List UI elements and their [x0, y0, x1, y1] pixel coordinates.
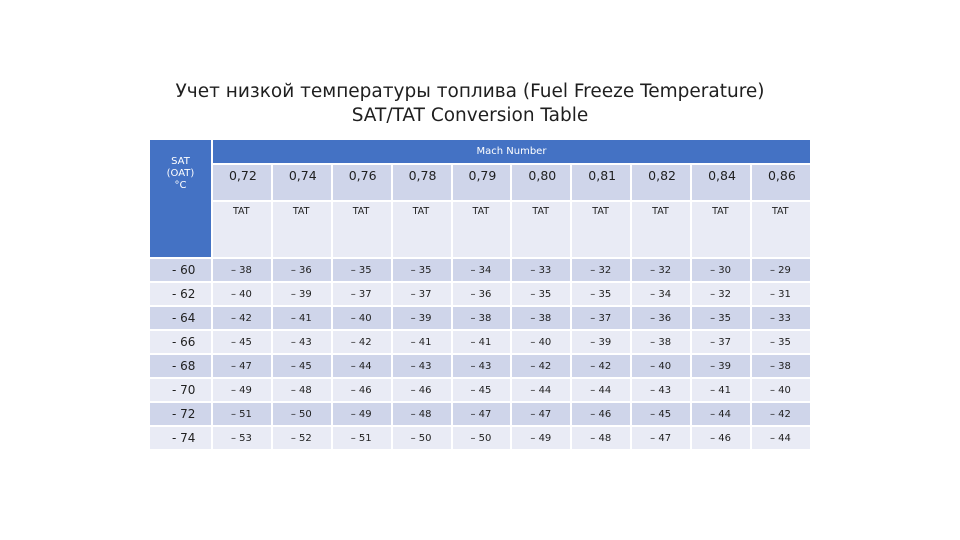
tat-cell: [572, 307, 630, 329]
tat-value: – 47: [230, 360, 252, 372]
tat-value: – 45: [470, 384, 492, 396]
tat-label: TAT: [292, 206, 310, 218]
tat-value: – 32: [590, 264, 612, 276]
tat-value: – 41: [290, 312, 312, 324]
tat-label-cell: [512, 202, 570, 257]
tat-value: – 42: [769, 408, 791, 420]
table-body: [150, 259, 810, 449]
mach-value-cell: [632, 165, 690, 200]
tat-value: – 39: [710, 360, 731, 372]
tat-value: – 41: [710, 384, 731, 396]
tat-value: – 34: [650, 288, 672, 300]
tat-cell: [752, 427, 810, 449]
tat-cell: [692, 403, 750, 425]
sat-header-line-1: SAT: [171, 156, 190, 167]
tat-cell: [453, 427, 511, 449]
tat-cell: [632, 283, 690, 305]
mach-number-header: Mach Number: [213, 140, 810, 163]
tat-cell: [692, 427, 750, 449]
tat-value: – 35: [410, 264, 432, 276]
tat-cell: [393, 379, 451, 401]
tat-cell: [692, 259, 750, 281]
tat-cell: [213, 379, 271, 401]
tat-value: – 42: [590, 360, 612, 372]
tat-label: TAT: [652, 206, 669, 218]
tat-cell: [632, 331, 690, 353]
tat-value: – 45: [230, 336, 252, 348]
tat-value: – 35: [350, 264, 372, 276]
tat-value: – 43: [410, 360, 432, 372]
tat-value: – 35: [769, 336, 791, 348]
mach-value: 0,80: [528, 167, 557, 183]
mach-value-cell: [213, 165, 271, 200]
sat-value: - 62: [172, 287, 196, 301]
sat-header-line-2: (OAT): [166, 168, 195, 179]
mach-value: 0,81: [588, 167, 617, 183]
tat-value: – 39: [590, 336, 612, 348]
sat-value: - 74: [172, 431, 196, 445]
tat-cell: [572, 379, 630, 401]
tat-cell: [393, 403, 451, 425]
tat-cell: [273, 283, 331, 305]
tat-cell: [752, 403, 810, 425]
tat-label-cell: [572, 202, 630, 257]
tat-cell: [632, 259, 690, 281]
tat-cell: [453, 283, 511, 305]
tat-value: – 48: [410, 408, 432, 420]
tat-label: TAT: [472, 206, 490, 218]
table-row: [150, 379, 810, 401]
tat-cell: [572, 355, 630, 377]
sat-cell: [150, 283, 211, 305]
slide-title: [100, 80, 840, 128]
tat-cell: [512, 355, 570, 377]
tat-value: – 50: [470, 432, 492, 444]
tat-value: – 39: [410, 312, 432, 324]
tat-value: – 35: [590, 288, 612, 300]
sat-cell: [150, 403, 211, 425]
mach-value: 0,78: [408, 167, 437, 183]
tat-cell: [572, 259, 630, 281]
tat-cell: [512, 379, 570, 401]
tat-value: – 35: [710, 312, 731, 324]
tat-cell: [393, 307, 451, 329]
tat-label-cell: [453, 202, 511, 257]
table-row: [150, 307, 810, 329]
tat-value: – 37: [710, 336, 731, 348]
tat-cell: [572, 403, 630, 425]
tat-cell: [632, 427, 690, 449]
tat-value: – 51: [230, 408, 252, 420]
tat-cell: [393, 259, 451, 281]
tat-value: – 48: [290, 384, 312, 396]
tat-value: – 47: [650, 432, 672, 444]
tat-value: – 33: [530, 264, 552, 276]
tat-value: – 38: [470, 312, 492, 324]
mach-value-cell: [572, 165, 630, 200]
tat-cell: [572, 331, 630, 353]
tat-cell: [632, 379, 690, 401]
tat-value: – 29: [769, 264, 791, 276]
tat-value: – 41: [470, 336, 492, 348]
tat-cell: [333, 283, 391, 305]
tat-value: – 40: [769, 384, 791, 396]
tat-value: – 50: [410, 432, 432, 444]
tat-value: – 51: [350, 432, 372, 444]
tat-cell: [752, 259, 810, 281]
tat-cell: [752, 379, 810, 401]
tat-value: – 36: [470, 288, 492, 300]
tat-cell: [632, 403, 690, 425]
sat-cell: [150, 259, 211, 281]
sat-cell: [150, 427, 211, 449]
tat-value: – 47: [470, 408, 492, 420]
tat-label: TAT: [592, 206, 609, 218]
mach-value-cell: [692, 165, 750, 200]
tat-value: – 42: [530, 360, 552, 372]
tat-cell: [213, 427, 271, 449]
tat-value: – 43: [650, 384, 672, 396]
tat-label-cell: [692, 202, 750, 257]
tat-value: – 36: [290, 264, 312, 276]
tat-value: – 30: [710, 264, 731, 276]
tat-value: – 41: [410, 336, 432, 348]
tat-cell: [273, 403, 331, 425]
tat-value: – 44: [710, 408, 731, 420]
tat-cell: [393, 427, 451, 449]
tat-cell: [512, 283, 570, 305]
sat-column-header: [150, 140, 211, 257]
tat-cell: [453, 379, 511, 401]
tat-cell: [333, 259, 391, 281]
mach-value-cell: [273, 165, 331, 200]
tat-value: – 43: [290, 336, 312, 348]
tat-label-cell: [273, 202, 331, 257]
tat-cell: [692, 283, 750, 305]
tat-value: – 32: [650, 264, 672, 276]
tat-label-cell: [632, 202, 690, 257]
title-line-1: Учет низкой температуры топлива (Fuel Freeze Temperature): [175, 81, 765, 102]
tat-cell: [692, 355, 750, 377]
tat-cell: [213, 259, 271, 281]
tat-value: – 44: [350, 360, 372, 372]
tat-value: – 49: [350, 408, 372, 420]
tat-cell: [333, 331, 391, 353]
sat-value: - 72: [172, 407, 196, 421]
tat-value: – 49: [230, 384, 252, 396]
tat-cell: [273, 331, 331, 353]
mach-value-cell: [752, 165, 810, 200]
mach-value: 0,76: [348, 167, 377, 183]
tat-cell: [333, 307, 391, 329]
tat-cell: [632, 355, 690, 377]
tat-cell: [632, 307, 690, 329]
tat-label-cell: [752, 202, 810, 257]
tat-cell: [453, 259, 511, 281]
tat-label: TAT: [412, 206, 430, 218]
tat-value: – 43: [470, 360, 492, 372]
table-row: [150, 331, 810, 353]
tat-cell: [752, 283, 810, 305]
tat-cell: [213, 307, 271, 329]
tat-value: – 40: [350, 312, 372, 324]
tat-value: – 37: [350, 288, 372, 300]
mach-value: 0,84: [708, 167, 736, 183]
tat-value: – 40: [230, 288, 252, 300]
tat-label-row: [150, 202, 810, 257]
sat-cell: [150, 379, 211, 401]
mach-value-cell: [512, 165, 570, 200]
sat-value: - 68: [172, 359, 196, 373]
tat-cell: [453, 307, 511, 329]
tat-value: – 36: [650, 312, 672, 324]
tat-cell: [273, 379, 331, 401]
sat-cell: [150, 307, 211, 329]
tat-label-cell: [333, 202, 391, 257]
tat-value: – 38: [530, 312, 552, 324]
tat-value: – 53: [230, 432, 252, 444]
tat-value: – 33: [769, 312, 791, 324]
tat-value: – 38: [650, 336, 672, 348]
title-line-2: SAT/TAT Conversion Table: [351, 105, 589, 126]
table-row: [150, 427, 810, 449]
tat-value: – 40: [650, 360, 672, 372]
tat-cell: [213, 355, 271, 377]
tat-cell: [213, 403, 271, 425]
tat-cell: [333, 403, 391, 425]
tat-cell: [213, 283, 271, 305]
tat-cell: [273, 259, 331, 281]
sat-header-line-3: °C: [174, 180, 187, 191]
tat-cell: [453, 403, 511, 425]
tat-value: – 38: [769, 360, 791, 372]
table-row: [150, 355, 810, 377]
tat-label-cell: [213, 202, 271, 257]
tat-value: – 47: [530, 408, 552, 420]
table-row: [150, 403, 810, 425]
tat-label: TAT: [232, 206, 250, 218]
tat-value: – 52: [290, 432, 312, 444]
tat-value: – 45: [290, 360, 312, 372]
tat-value: – 44: [590, 384, 612, 396]
tat-value: – 46: [410, 384, 432, 396]
mach-value: 0,74: [288, 167, 317, 183]
tat-value: – 32: [710, 288, 731, 300]
tat-cell: [453, 331, 511, 353]
tat-cell: [213, 331, 271, 353]
tat-cell: [572, 427, 630, 449]
mach-value-cell: [453, 165, 511, 200]
tat-value: – 38: [230, 264, 252, 276]
tat-value: – 45: [650, 408, 672, 420]
tat-label: TAT: [532, 206, 550, 218]
sat-value: - 64: [172, 311, 196, 325]
tat-value: – 37: [590, 312, 612, 324]
table-row: [150, 283, 810, 305]
sat-value: - 70: [172, 383, 196, 397]
tat-label: TAT: [771, 206, 789, 218]
tat-value: – 42: [350, 336, 372, 348]
sat-cell: [150, 355, 211, 377]
tat-cell: [273, 307, 331, 329]
tat-cell: [393, 355, 451, 377]
sat-value: - 60: [172, 263, 196, 277]
tat-cell: [512, 331, 570, 353]
tat-cell: [333, 355, 391, 377]
mach-value: 0,79: [468, 167, 497, 183]
tat-value: – 39: [290, 288, 312, 300]
tat-value: – 46: [710, 432, 731, 444]
tat-cell: [273, 355, 331, 377]
sat-cell: [150, 331, 211, 353]
tat-cell: [692, 379, 750, 401]
tat-value: – 31: [769, 288, 791, 300]
tat-value: – 44: [530, 384, 552, 396]
tat-label: TAT: [352, 206, 370, 218]
tat-value: – 48: [590, 432, 612, 444]
mach-values-row: [150, 165, 810, 200]
sat-tat-conversion-table: [148, 138, 812, 451]
tat-cell: [752, 307, 810, 329]
tat-value: – 40: [530, 336, 552, 348]
tat-cell: [512, 259, 570, 281]
mach-value: 0,82: [648, 167, 677, 183]
mach-value-cell: [333, 165, 391, 200]
tat-label-cell: [393, 202, 451, 257]
tat-cell: [752, 331, 810, 353]
tat-cell: [752, 355, 810, 377]
tat-value: – 46: [350, 384, 372, 396]
tat-cell: [512, 403, 570, 425]
tat-value: – 35: [530, 288, 552, 300]
tat-cell: [333, 379, 391, 401]
tat-value: – 44: [769, 432, 791, 444]
tat-cell: [393, 331, 451, 353]
tat-cell: [512, 307, 570, 329]
mach-value: 0,86: [767, 167, 796, 183]
tat-value: – 37: [410, 288, 432, 300]
tat-cell: [333, 427, 391, 449]
tat-cell: [572, 283, 630, 305]
mach-value-cell: [393, 165, 451, 200]
tat-label: TAT: [712, 206, 729, 218]
tat-cell: [692, 331, 750, 353]
tat-cell: [273, 427, 331, 449]
sat-value: - 66: [172, 335, 196, 349]
tat-cell: [393, 283, 451, 305]
tat-value: – 49: [530, 432, 552, 444]
tat-value: – 42: [230, 312, 252, 324]
mach-value: 0,72: [228, 167, 257, 183]
tat-cell: [512, 427, 570, 449]
tat-value: – 34: [470, 264, 492, 276]
table-row: [150, 259, 810, 281]
tat-value: – 50: [290, 408, 312, 420]
tat-cell: [453, 355, 511, 377]
tat-cell: [692, 307, 750, 329]
tat-value: – 46: [590, 408, 612, 420]
